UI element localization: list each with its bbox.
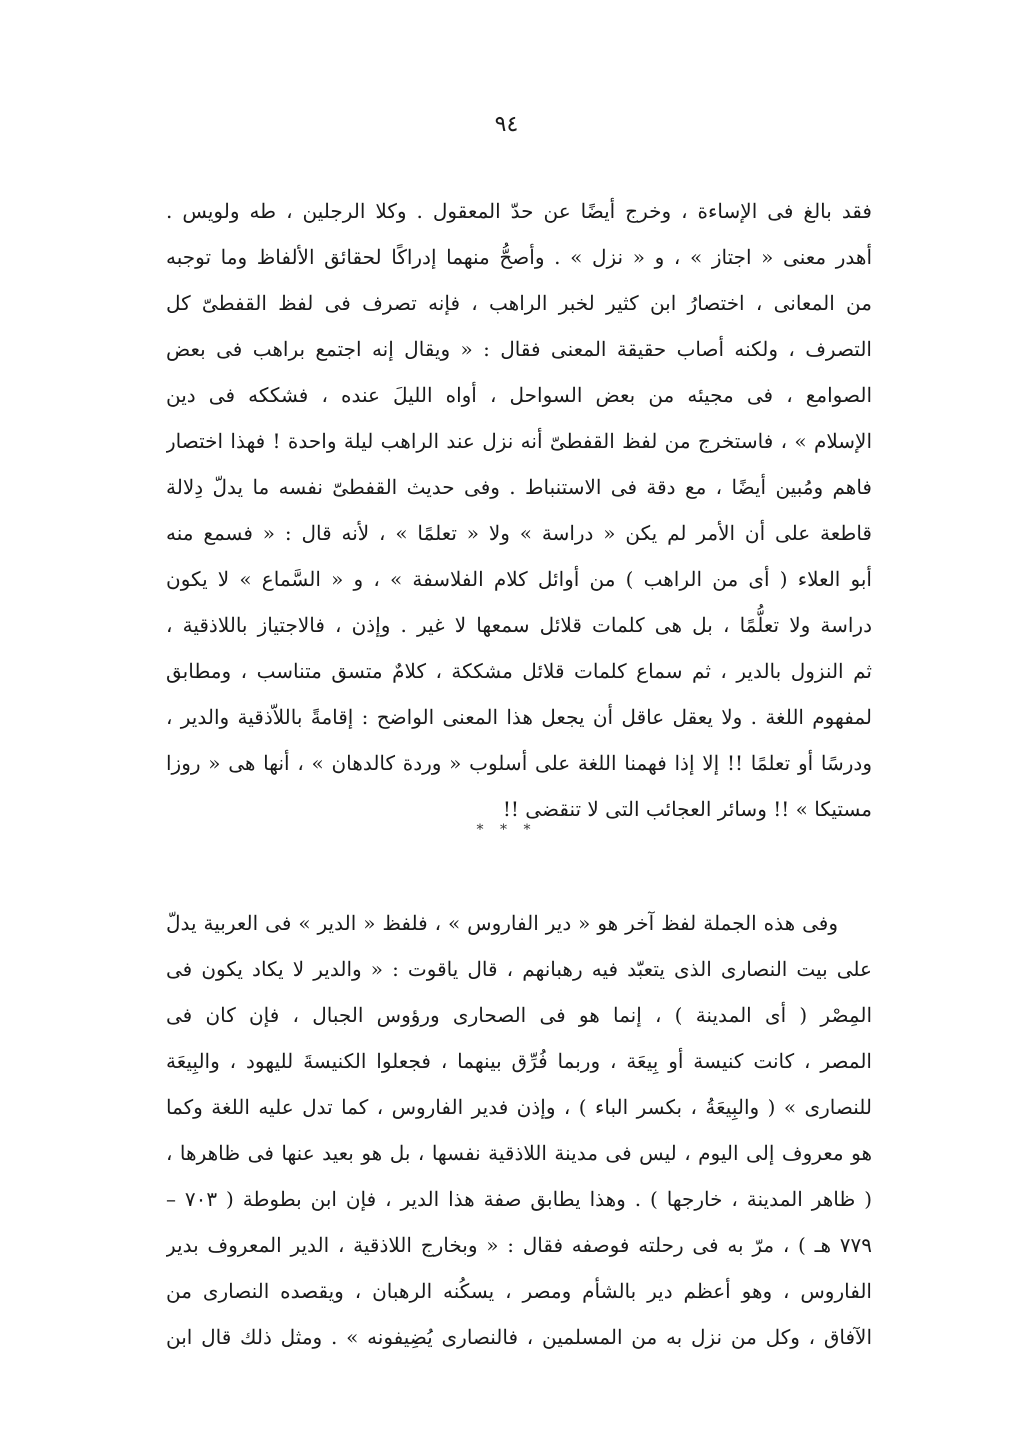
paragraph-1 [166,188,872,832]
text-line: من المعانى ، اختصارُ ابن كثير لخبر الراهب ، فإنه تصرف فى لفظ القفطىّ كل [166,291,872,315]
page-number: ٩٤ [494,112,519,137]
text-line: ثم النزول بالدير ، ثم سماع كلمات قلائل مشككة ، كلامٌ متسق متناسب ، ومطابق [166,659,872,683]
text-line: أهدر معنى « اجتاز » ، و « نزل » . وأصحُّ منهما إدراكًا لحقائق الألفاظ وما توجبه [166,245,872,269]
text-line: الصوامع ، فى مجيئه من بعض السواحل ، أواه الليلَ عنده ، فشككه فى دين [166,383,872,407]
text-line: هو معروف إلى اليوم ، ليس فى مدينة اللاذقية نفسها ، بل هو بعيد عنها فى ظاهرها ، [166,1141,872,1165]
text-line: ٧٧٩ هـ ) ، مرّ به فى رحلته فوصفه فقال : « وبخارج اللاذقية ، الدير المعروف بدير [166,1233,872,1257]
text-line: على بيت النصارى الذى يتعبّد فيه رهبانهم ، قال ياقوت : « والدير لا يكاد يكون فى [166,957,872,981]
text-line: وفى هذه الجملة لفظ آخر هو « دير الفاروس » ، فلفظ « الدير » فى العربية يدلّ [166,911,838,935]
text-line: أبو العلاء ( أى من الراهب ) من أوائل كلام الفلاسفة » ، و « السَّماع » لا يكون [166,567,872,591]
text-line: المصر ، كانت كنيسة أو بِيعَة ، وربما فُرِّق بينهما ، فجعلوا الكنيسةَ لليهود ، والبِيعَة [166,1049,872,1073]
text-line: قاطعة على أن الأمر لم يكن « دراسة » ولا « تعلمًا » ، لأنه قال : « فسمع منه [166,521,872,545]
text-line: فقد بالغ فى الإساءة ، وخرج أيضًا عن حدّ المعقول . وكلا الرجلين ، طه ولويس . [166,199,872,223]
text-line: الآفاق ، وكل من نزل به من المسلمين ، فالنصارى يُضِيفونه » . ومثل ذلك قال ابن [166,1325,872,1349]
section-separator: * * * [476,822,537,838]
text-line: دراسة ولا تعلُّمًا ، بل هى كلمات قلائل سمعها لا غير . وإذن ، فالاجتياز باللاذقية ، [166,613,872,637]
text-line: فاهم ومُبين أيضًا ، مع دقة فى الاستنباط . وفى حديث القفطىّ نفسه ما يدلّ دِلالة [166,475,872,499]
paragraph-2 [166,900,872,1360]
text-line: للنصارى » ( والبِيعَةُ ، بكسر الباء ) ، وإذن فدير الفاروس ، كما تدل عليه اللغة وكما [166,1095,872,1119]
text-line: لمفهوم اللغة . ولا يعقل عاقل أن يجعل هذا المعنى الواضح : إقامةً باللاّذقية والدير ، [166,705,872,729]
text-line: التصرف ، ولكنه أصاب حقيقة المعنى فقال : « ويقال إنه اجتمع براهب فى بعض [166,337,872,361]
text-line: المِصْر ( أى المدينة ) ، إنما هو فى الصحارى ورؤوس الجبال ، فإن كان فى [166,1003,872,1027]
text-line: ودرسًا أو تعلمًا !! إلا إذا فهمنا اللغة على أسلوب « وردة كالدهان » ، أنها هى « روزا [166,751,872,775]
text-line: مستيكا » !! وسائر العجائب التى لا تنقضى !! [502,797,872,821]
text-line: الفاروس ، وهو أعظم دير بالشأم ومصر ، يسكُنه الرهبان ، ويقصده النصارى من [166,1279,872,1303]
text-line: الإسلام » ، فاستخرج من لفظ القفطىّ أنه نزل عند الراهب ليلة واحدة ! فهذا اختصار [166,429,872,453]
text-line: ( ظاهر المدينة ، خارجها ) . وهذا يطابق صفة هذا الدير ، فإن ابن بطوطة ( ٧٠٣ – [166,1187,872,1211]
